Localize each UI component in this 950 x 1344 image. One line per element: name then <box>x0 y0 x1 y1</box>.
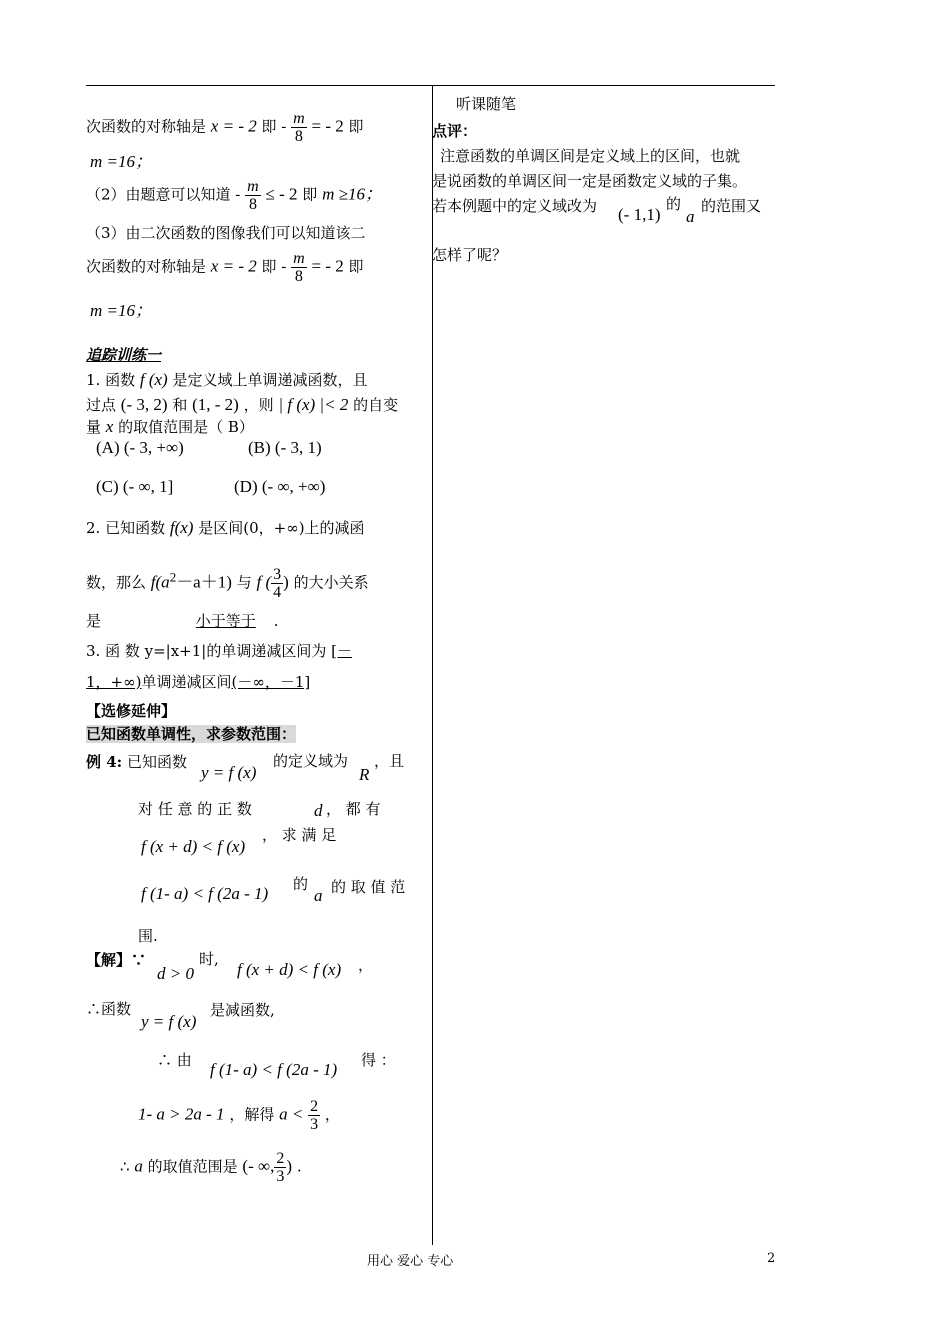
text: 即 - <box>261 117 287 136</box>
comment-line1: 注意函数的单调区间是定义域上的区间，也就 <box>440 147 741 165</box>
solution-line1 <box>86 951 146 969</box>
text: 的自变 <box>353 396 399 414</box>
line-axis-2 <box>86 250 364 285</box>
math: (1, - 2) <box>192 395 239 414</box>
math: = - 2 <box>311 256 344 276</box>
math: | f (x) |< 2 <box>278 395 349 414</box>
text: 过点 <box>86 396 117 414</box>
example-text: 围. <box>138 927 158 945</box>
solution-line4 <box>138 1098 340 1133</box>
text: 量 <box>86 418 102 436</box>
frac-den: 3 <box>310 1116 319 1133</box>
fraction <box>274 1150 286 1185</box>
example-line1 <box>86 753 187 771</box>
example-text: 的 取 值 范 <box>331 878 406 896</box>
text: 的取值范围是（ B） <box>118 418 254 436</box>
text: 次函数的对称轴是 <box>86 257 207 276</box>
solution-line5 <box>120 1150 302 1185</box>
math-R: R <box>359 765 370 784</box>
frac-den: 8 <box>294 128 303 145</box>
text: 的取值范围是 <box>147 1157 238 1176</box>
text: 2. 已知函数 <box>86 519 166 537</box>
math: x <box>105 417 114 436</box>
solution-text: 得 ： <box>361 1051 396 1069</box>
text: 即 <box>302 185 318 204</box>
text: 即 <box>348 257 364 276</box>
line-m16-2: m =16； <box>90 301 152 320</box>
math-ineq2: f (1- a) < f (2a - 1) <box>141 884 269 903</box>
q2-line1 <box>86 519 365 537</box>
notes-header: 听课随笔 <box>456 95 517 113</box>
q1-line2 <box>86 396 398 414</box>
example-text: ， 求 满 足 <box>262 826 337 844</box>
math: x = - 2 <box>210 256 257 276</box>
comment-text: 的范围又 <box>701 197 762 215</box>
solution-text: 时, <box>199 950 219 968</box>
q2-line2 <box>86 566 369 601</box>
text: （2）由题意可以知道 - <box>86 185 241 204</box>
text: 单调递减区间 <box>141 673 232 691</box>
math-ineq2: f (1- a) < f (2a - 1) <box>210 1060 338 1079</box>
solution-text: ， <box>358 956 374 974</box>
text: ， <box>324 1105 340 1124</box>
page-number: 2 <box>767 1251 776 1266</box>
q3-line1 <box>86 642 352 660</box>
superscript: 2 <box>169 569 177 585</box>
fraction <box>308 1098 320 1133</box>
math: ≤ - 2 <box>265 184 298 204</box>
line-axis-1 <box>86 110 364 145</box>
answer: 1，+∞) <box>86 673 142 691</box>
fraction <box>271 566 283 601</box>
comment-text: 的 <box>666 195 682 213</box>
option-c: (C) (- ∞, 1] <box>96 477 174 496</box>
fraction <box>291 250 307 285</box>
text: ，解得 <box>229 1105 275 1124</box>
example-label: 例 4: <box>86 753 123 771</box>
math: 1- a > 2a - 1 <box>138 1104 225 1124</box>
footer-slogan: 用心 爱心 专心 <box>367 1254 454 1269</box>
math-a: a <box>314 886 323 905</box>
text: 数，那么 <box>86 573 147 592</box>
solution-label: 【解】∵ <box>86 951 147 969</box>
text: 的大小关系 <box>293 573 369 592</box>
extension-title: 【选修延伸】 <box>86 702 177 720</box>
frac-den: 8 <box>294 268 303 285</box>
math: f(x) <box>169 518 194 537</box>
frac-num: m <box>293 250 305 267</box>
text: 若本例题中的定义域改为 <box>432 197 598 215</box>
line-part3: （3）由二次函数的图像我们可以知道该二 <box>86 224 366 242</box>
comment-line3 <box>432 197 597 215</box>
math-interval: (- 1,1) <box>618 205 661 224</box>
text: 3. 函 数 y=|x+1|的单调递减区间为 <box>86 642 327 660</box>
frac-num: 2 <box>276 1150 285 1167</box>
text: 是定义域上单调递减函数，且 <box>172 371 368 389</box>
math: f(a <box>150 572 170 592</box>
line-m16-1: m =16； <box>90 152 152 171</box>
q1-line1 <box>86 371 368 389</box>
math: (- 3, 2) <box>120 395 168 414</box>
math: a < <box>279 1104 304 1124</box>
text: 已知函数 <box>126 753 187 771</box>
q3-line2 <box>86 673 310 691</box>
frac-den: 8 <box>248 196 257 213</box>
text: 和 <box>172 396 188 414</box>
extension-subtitle: 已知函数单调性，求参数范围： <box>86 725 297 743</box>
frac-den: 3 <box>276 1168 285 1185</box>
answer-blank: 小于等于 <box>195 612 256 630</box>
comment-title: 点评： <box>432 122 478 140</box>
text: 即 <box>348 117 364 136</box>
q2-line3 <box>86 612 279 630</box>
example-text: 的定义域为 <box>273 752 349 770</box>
text: . <box>296 1157 302 1176</box>
tracking-title: 追踪训练一 <box>86 346 162 364</box>
answer: [－ <box>331 642 352 660</box>
text: 即 - <box>261 257 287 276</box>
frac-num: 3 <box>273 566 282 583</box>
comment-line2: 是说函数的单调区间一定是函数定义域的子集。 <box>432 172 748 190</box>
math-d: d <box>314 801 323 820</box>
top-rule <box>86 85 775 86</box>
solution-line3: ∴ 由 <box>157 1051 192 1069</box>
option-d: (D) (- ∞, +∞) <box>234 477 326 496</box>
fraction <box>291 110 307 145</box>
math-y-fx: y = f (x) <box>201 763 257 782</box>
frac-den: 4 <box>273 584 282 601</box>
math: －a＋1) <box>176 572 232 592</box>
text: 次函数的对称轴是 <box>86 117 207 136</box>
text: 1. 函数 <box>86 371 136 389</box>
option-a: (A) (- 3, +∞) <box>96 438 184 457</box>
math: f (x) <box>139 370 168 389</box>
text: . <box>273 612 279 630</box>
math: a <box>134 1156 143 1176</box>
line-part2 <box>86 178 382 213</box>
math: m ≥16； <box>322 184 382 204</box>
math-cond: d > 0 <box>157 964 194 983</box>
q1-line3 <box>86 418 254 436</box>
text: 与 <box>236 573 252 592</box>
math: (- ∞, <box>242 1156 275 1176</box>
text: 是 <box>86 612 102 630</box>
math: x = - 2 <box>210 116 257 136</box>
comment-line4: 怎样了呢？ <box>432 246 508 264</box>
frac-num: 2 <box>310 1098 319 1115</box>
example-text: ，且 <box>374 752 405 770</box>
math-a: a <box>686 207 695 226</box>
math-ineq: f (x + d) < f (x) <box>141 837 246 856</box>
frac-num: m <box>247 178 259 195</box>
math: ) <box>286 1156 293 1176</box>
answer: (－∞，－1] <box>231 673 311 691</box>
example-line2: 对 任 意 的 正 数 <box>138 800 252 818</box>
math: f ( <box>256 572 272 592</box>
math-ineq: f (x + d) < f (x) <box>237 960 342 979</box>
solution-text: 是减函数, <box>210 1001 275 1019</box>
math: ) <box>283 572 289 592</box>
solution-line2: ∴函数 <box>86 1000 132 1018</box>
fraction <box>245 178 261 213</box>
text: 是区间(0，+∞)上的减函 <box>198 519 365 537</box>
example-text: ， 都 有 <box>326 800 381 818</box>
option-b: (B) (- 3, 1) <box>248 438 322 457</box>
math: = - 2 <box>311 116 344 136</box>
frac-num: m <box>293 110 305 127</box>
math-y-fx: y = f (x) <box>141 1012 197 1031</box>
example-text: 的 <box>293 875 309 893</box>
text: ，则 <box>243 396 274 414</box>
text: ∴ <box>120 1157 130 1176</box>
